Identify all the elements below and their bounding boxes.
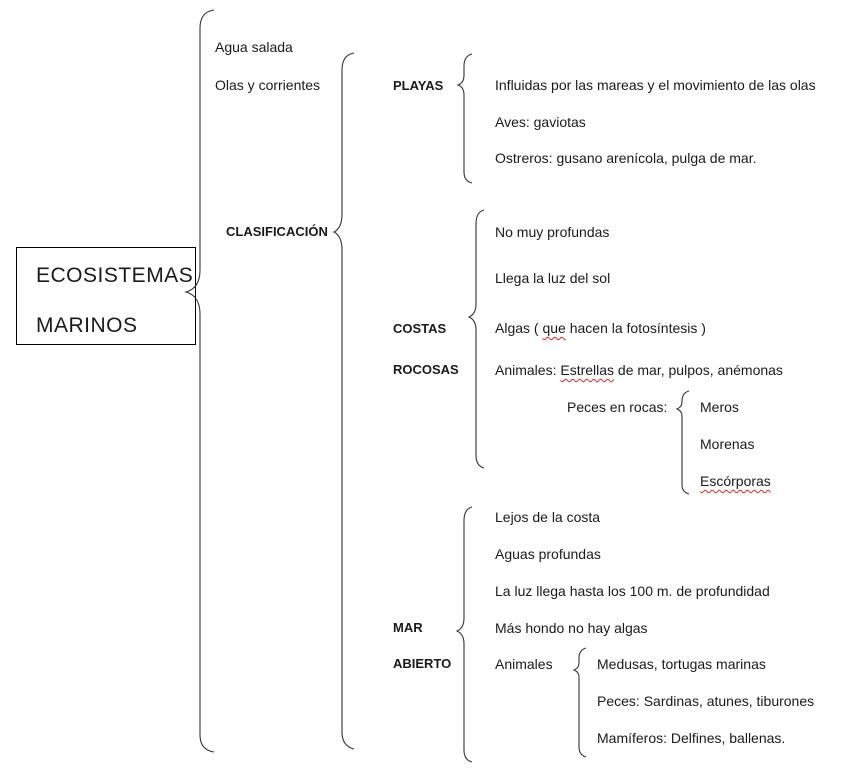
mar-animales-item-2: Peces: Sardinas, atunes, tiburones	[597, 693, 815, 709]
animales-suffix: de mar, pulpos, anémonas	[614, 362, 783, 378]
node-clasificacion: CLASIFICACIÓN	[226, 224, 328, 239]
mar-item-1: Lejos de la costa	[495, 509, 601, 525]
brace-costas	[469, 210, 484, 468]
label-rocosas: ROCOSAS	[393, 362, 459, 377]
playas-item-1: Influidas por las mareas y el movimiento de las olas	[495, 77, 816, 93]
peces-rocas-item-1: Meros	[700, 399, 739, 415]
root-title-line-1: ECOSISTEMAS	[36, 264, 194, 287]
label-abierto: ABIERTO	[393, 656, 452, 671]
peces-rocas-label: Peces en rocas:	[567, 399, 668, 415]
brace-level1	[186, 10, 214, 752]
mar-item-3: La luz llega hasta los 100 m. de profundidad	[495, 583, 770, 599]
mar-animales-item-1: Medusas, tortugas marinas	[597, 656, 766, 672]
costas-item-4	[495, 361, 783, 379]
brace-mar-abierto	[457, 507, 472, 762]
brace-playas	[458, 54, 472, 183]
mar-animales-label: Animales	[495, 656, 553, 672]
algas-prefix: Algas (	[495, 320, 543, 336]
label-mar: MAR	[393, 620, 423, 635]
algas-que-word: que	[542, 320, 566, 336]
mar-item-2: Aguas profundas	[495, 546, 601, 562]
mar-item-4: Más hondo no hay algas	[495, 620, 648, 636]
root-box	[16, 247, 196, 345]
node-agua-salada: Agua salada	[215, 39, 293, 55]
label-playas: PLAYAS	[393, 78, 444, 93]
node-olas-corrientes: Olas y corrientes	[215, 77, 321, 93]
costas-item-2: Llega la luz del sol	[495, 270, 611, 286]
animales-prefix: Animales:	[495, 362, 561, 378]
playas-item-3: Ostreros: gusano arenícola, pulga de mar.	[495, 150, 757, 166]
root-title-line-2: MARINOS	[36, 314, 138, 337]
brace-clasificacion	[334, 53, 354, 749]
brace-peces-rocas	[677, 391, 689, 494]
costas-item-1: No muy profundas	[495, 224, 610, 240]
algas-suffix: hacen la fotosíntesis )	[565, 320, 706, 336]
peces-rocas-item-3: Escórporas	[700, 473, 771, 489]
peces-rocas-item-2: Morenas	[700, 436, 755, 452]
brace-animales-mar	[574, 648, 586, 757]
mar-animales-item-3: Mamíferos: Delfines, ballenas.	[597, 730, 786, 746]
animales-estrellas-word: Estrellas	[560, 362, 615, 378]
costas-item-3	[495, 319, 706, 337]
playas-item-2: Aves: gaviotas	[495, 114, 586, 130]
label-costas: COSTAS	[393, 321, 447, 336]
